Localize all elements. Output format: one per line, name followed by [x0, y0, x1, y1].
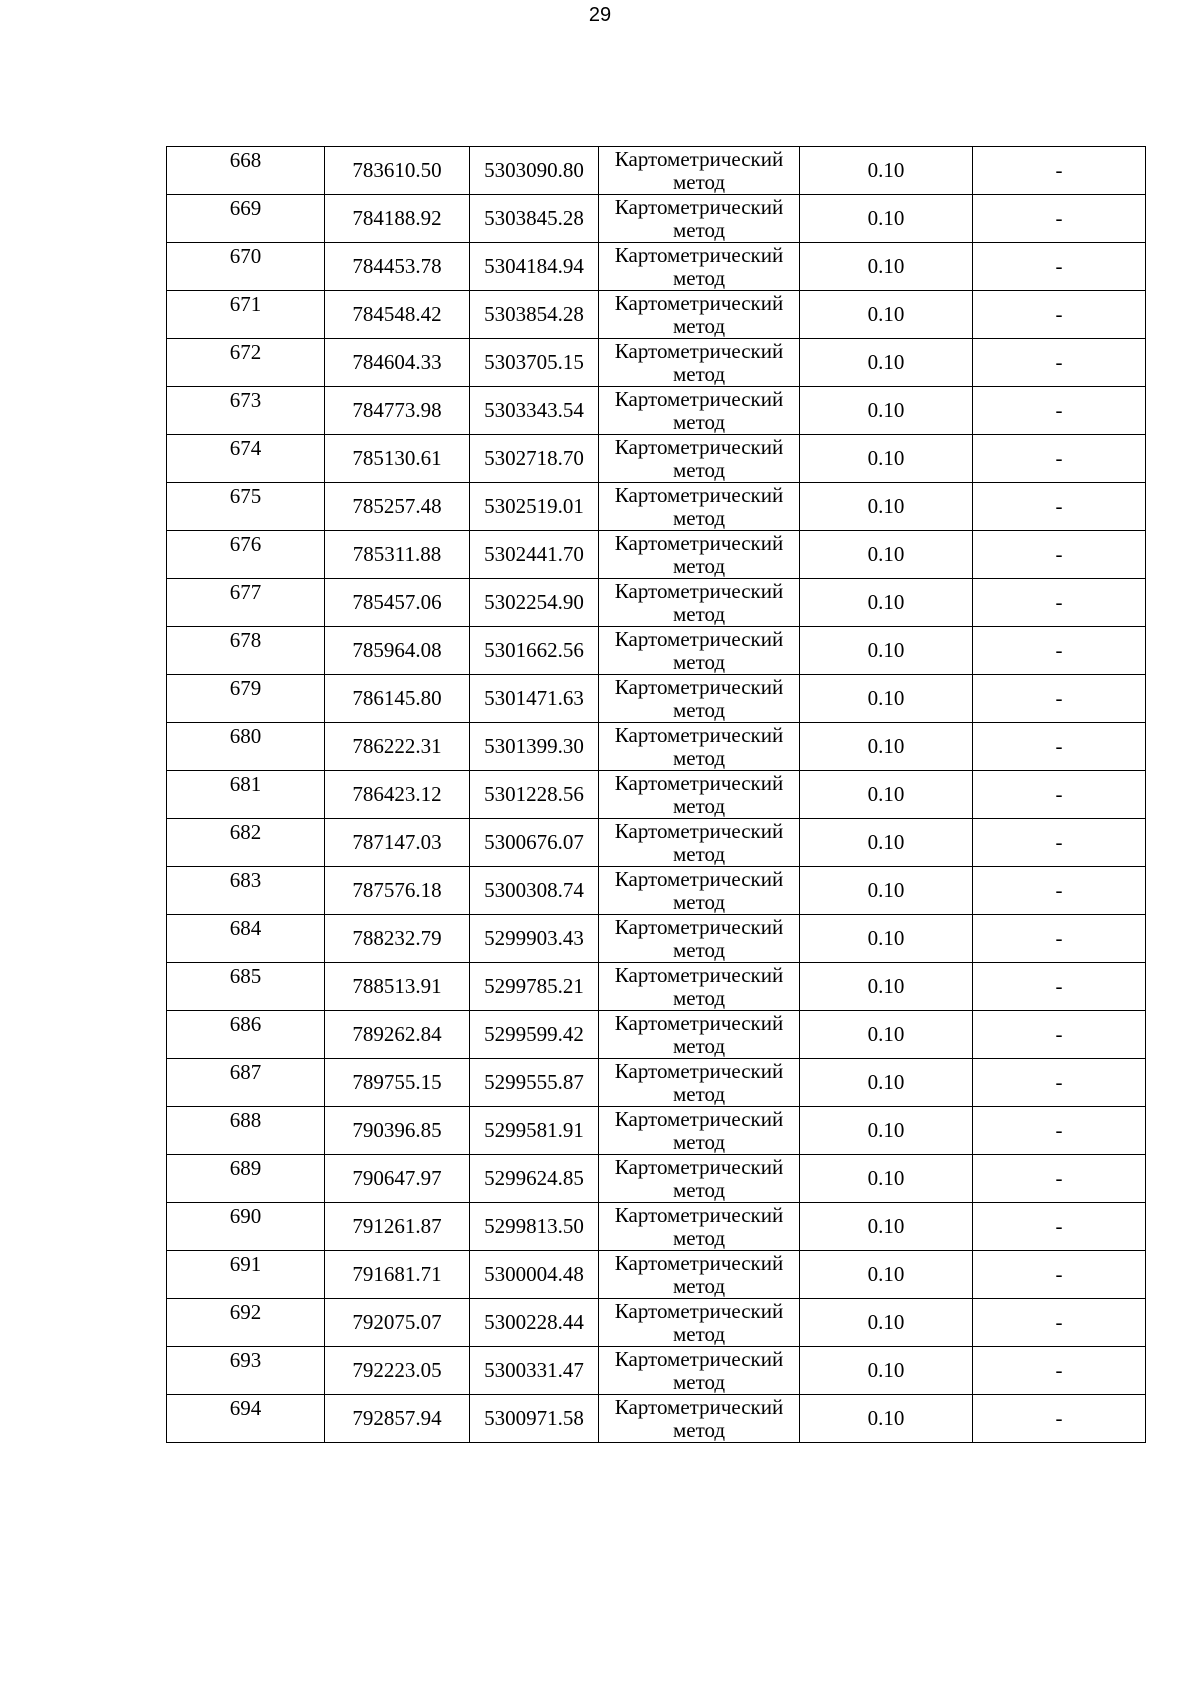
x-coordinate-cell: 784548.42 [325, 291, 470, 339]
y-coordinate-cell: 5300228.44 [470, 1299, 599, 1347]
accuracy-cell: 0.10 [800, 1011, 973, 1059]
method-cell [599, 627, 800, 675]
accuracy-cell: 0.10 [800, 915, 973, 963]
method-cell [599, 915, 800, 963]
accuracy-cell: 0.10 [800, 1059, 973, 1107]
method-line-1: Картометрический [614, 434, 784, 459]
accuracy-cell: 0.10 [800, 387, 973, 435]
point-number-cell: 692 [167, 1299, 325, 1347]
method-line-2: метод [672, 985, 726, 1010]
point-number-cell: 687 [167, 1059, 325, 1107]
table-row [167, 1203, 1146, 1251]
point-number-cell: 668 [167, 147, 325, 195]
table-row [167, 771, 1146, 819]
note-cell: - [973, 1107, 1146, 1155]
method-line-1: Картометрический [614, 194, 784, 219]
x-coordinate-cell: 784188.92 [325, 195, 470, 243]
point-number-cell: 670 [167, 243, 325, 291]
accuracy-cell: 0.10 [800, 1251, 973, 1299]
method-line-2: метод [672, 409, 726, 434]
note-cell: - [973, 147, 1146, 195]
table-row [167, 387, 1146, 435]
y-coordinate-cell: 5302519.01 [470, 483, 599, 531]
method-line-2: метод [672, 937, 726, 962]
point-number-cell: 672 [167, 339, 325, 387]
x-coordinate-cell: 783610.50 [325, 147, 470, 195]
note-cell: - [973, 387, 1146, 435]
method-line-1: Картометрический [614, 290, 784, 315]
y-coordinate-cell: 5299813.50 [470, 1203, 599, 1251]
method-line-1: Картометрический [614, 674, 784, 699]
point-number-cell: 683 [167, 867, 325, 915]
x-coordinate-cell: 786145.80 [325, 675, 470, 723]
method-cell [599, 675, 800, 723]
x-coordinate-cell: 792223.05 [325, 1347, 470, 1395]
method-line-2: метод [672, 361, 726, 386]
x-coordinate-cell: 787576.18 [325, 867, 470, 915]
method-line-2: метод [672, 265, 726, 290]
page-number: 29 [588, 4, 612, 26]
method-cell [599, 339, 800, 387]
method-line-2: метод [672, 1225, 726, 1250]
note-cell: - [973, 963, 1146, 1011]
method-cell [599, 1107, 800, 1155]
method-line-2: метод [672, 601, 726, 626]
method-cell [599, 579, 800, 627]
method-line-1: Картометрический [614, 818, 784, 843]
method-line-2: метод [672, 745, 726, 770]
point-number-cell: 669 [167, 195, 325, 243]
y-coordinate-cell: 5300331.47 [470, 1347, 599, 1395]
note-cell: - [973, 867, 1146, 915]
point-number-cell: 686 [167, 1011, 325, 1059]
method-line-1: Картометрический [614, 1346, 784, 1371]
y-coordinate-cell: 5303854.28 [470, 291, 599, 339]
y-coordinate-cell: 5303845.28 [470, 195, 599, 243]
x-coordinate-cell: 788513.91 [325, 963, 470, 1011]
y-coordinate-cell: 5301228.56 [470, 771, 599, 819]
coordinates-table-body [167, 147, 1146, 1443]
y-coordinate-cell: 5302254.90 [470, 579, 599, 627]
point-number-cell: 678 [167, 627, 325, 675]
x-coordinate-cell: 784453.78 [325, 243, 470, 291]
method-cell [599, 963, 800, 1011]
table-row [167, 1059, 1146, 1107]
x-coordinate-cell: 790396.85 [325, 1107, 470, 1155]
accuracy-cell: 0.10 [800, 291, 973, 339]
point-number-cell: 681 [167, 771, 325, 819]
note-cell: - [973, 723, 1146, 771]
coordinates-table [166, 146, 1146, 1443]
x-coordinate-cell: 790647.97 [325, 1155, 470, 1203]
y-coordinate-cell: 5299785.21 [470, 963, 599, 1011]
x-coordinate-cell: 785964.08 [325, 627, 470, 675]
table-row [167, 915, 1146, 963]
x-coordinate-cell: 785130.61 [325, 435, 470, 483]
method-line-1: Картометрический [614, 866, 784, 891]
y-coordinate-cell: 5301662.56 [470, 627, 599, 675]
table-row [167, 291, 1146, 339]
note-cell: - [973, 339, 1146, 387]
point-number-cell: 676 [167, 531, 325, 579]
x-coordinate-cell: 785311.88 [325, 531, 470, 579]
accuracy-cell: 0.10 [800, 771, 973, 819]
point-number-cell: 673 [167, 387, 325, 435]
x-coordinate-cell: 789755.15 [325, 1059, 470, 1107]
note-cell: - [973, 1011, 1146, 1059]
method-line-1: Картометрический [614, 338, 784, 363]
method-cell [599, 771, 800, 819]
method-cell [599, 435, 800, 483]
note-cell: - [973, 531, 1146, 579]
note-cell: - [973, 1299, 1146, 1347]
method-line-2: метод [672, 1369, 726, 1394]
method-cell [599, 387, 800, 435]
y-coordinate-cell: 5303090.80 [470, 147, 599, 195]
note-cell: - [973, 1395, 1146, 1443]
y-coordinate-cell: 5299624.85 [470, 1155, 599, 1203]
x-coordinate-cell: 784604.33 [325, 339, 470, 387]
method-cell [599, 291, 800, 339]
method-line-2: метод [672, 1177, 726, 1202]
y-coordinate-cell: 5299903.43 [470, 915, 599, 963]
note-cell: - [973, 1155, 1146, 1203]
note-cell: - [973, 435, 1146, 483]
table-row [167, 1011, 1146, 1059]
accuracy-cell: 0.10 [800, 1107, 973, 1155]
method-line-2: метод [672, 553, 726, 578]
method-line-1: Картометрический [614, 962, 784, 987]
x-coordinate-cell: 787147.03 [325, 819, 470, 867]
x-coordinate-cell: 791681.71 [325, 1251, 470, 1299]
method-line-1: Картометрический [614, 146, 784, 171]
accuracy-cell: 0.10 [800, 531, 973, 579]
method-line-2: метод [672, 1273, 726, 1298]
accuracy-cell: 0.10 [800, 627, 973, 675]
y-coordinate-cell: 5300004.48 [470, 1251, 599, 1299]
method-line-1: Картометрический [614, 1250, 784, 1275]
x-coordinate-cell: 786423.12 [325, 771, 470, 819]
y-coordinate-cell: 5303705.15 [470, 339, 599, 387]
method-line-1: Картометрический [614, 386, 784, 411]
method-line-1: Картометрический [614, 578, 784, 603]
note-cell: - [973, 1251, 1146, 1299]
method-cell [599, 243, 800, 291]
note-cell: - [973, 771, 1146, 819]
method-cell [599, 1059, 800, 1107]
method-line-2: метод [672, 1129, 726, 1154]
y-coordinate-cell: 5299555.87 [470, 1059, 599, 1107]
method-line-2: метод [672, 1081, 726, 1106]
method-line-1: Картометрический [614, 626, 784, 651]
method-line-1: Картометрический [614, 914, 784, 939]
x-coordinate-cell: 788232.79 [325, 915, 470, 963]
method-cell [599, 531, 800, 579]
method-cell [599, 1011, 800, 1059]
x-coordinate-cell: 785457.06 [325, 579, 470, 627]
note-cell: - [973, 291, 1146, 339]
accuracy-cell: 0.10 [800, 1203, 973, 1251]
table-row [167, 1155, 1146, 1203]
method-line-1: Картометрический [614, 482, 784, 507]
y-coordinate-cell: 5299581.91 [470, 1107, 599, 1155]
method-cell [599, 195, 800, 243]
method-cell [599, 1347, 800, 1395]
method-line-1: Картометрический [614, 1298, 784, 1323]
x-coordinate-cell: 784773.98 [325, 387, 470, 435]
point-number-cell: 680 [167, 723, 325, 771]
y-coordinate-cell: 5300308.74 [470, 867, 599, 915]
accuracy-cell: 0.10 [800, 579, 973, 627]
method-line-2: метод [672, 505, 726, 530]
point-number-cell: 685 [167, 963, 325, 1011]
method-line-2: метод [672, 1321, 726, 1346]
accuracy-cell: 0.10 [800, 1395, 973, 1443]
table-row [167, 963, 1146, 1011]
y-coordinate-cell: 5301399.30 [470, 723, 599, 771]
method-line-2: метод [672, 169, 726, 194]
note-cell: - [973, 819, 1146, 867]
method-cell [599, 723, 800, 771]
accuracy-cell: 0.10 [800, 1155, 973, 1203]
x-coordinate-cell: 792857.94 [325, 1395, 470, 1443]
table-row [167, 1299, 1146, 1347]
method-cell [599, 1251, 800, 1299]
method-line-2: метод [672, 457, 726, 482]
y-coordinate-cell: 5302718.70 [470, 435, 599, 483]
table-row [167, 1347, 1146, 1395]
point-number-cell: 690 [167, 1203, 325, 1251]
note-cell: - [973, 243, 1146, 291]
accuracy-cell: 0.10 [800, 1347, 973, 1395]
y-coordinate-cell: 5302441.70 [470, 531, 599, 579]
point-number-cell: 688 [167, 1107, 325, 1155]
point-number-cell: 691 [167, 1251, 325, 1299]
point-number-cell: 679 [167, 675, 325, 723]
accuracy-cell: 0.10 [800, 675, 973, 723]
table-row [167, 579, 1146, 627]
note-cell: - [973, 483, 1146, 531]
method-cell [599, 1395, 800, 1443]
y-coordinate-cell: 5303343.54 [470, 387, 599, 435]
point-number-cell: 684 [167, 915, 325, 963]
note-cell: - [973, 675, 1146, 723]
table-row [167, 1107, 1146, 1155]
note-cell: - [973, 915, 1146, 963]
accuracy-cell: 0.10 [800, 819, 973, 867]
point-number-cell: 677 [167, 579, 325, 627]
accuracy-cell: 0.10 [800, 243, 973, 291]
table-row [167, 483, 1146, 531]
table-row [167, 339, 1146, 387]
method-line-1: Картометрический [614, 770, 784, 795]
point-number-cell: 693 [167, 1347, 325, 1395]
table-row [167, 723, 1146, 771]
method-line-2: метод [672, 1417, 726, 1442]
method-cell [599, 1203, 800, 1251]
note-cell: - [973, 1059, 1146, 1107]
method-cell [599, 1155, 800, 1203]
method-line-1: Картометрический [614, 1106, 784, 1131]
y-coordinate-cell: 5299599.42 [470, 1011, 599, 1059]
y-coordinate-cell: 5300971.58 [470, 1395, 599, 1443]
table-row [167, 195, 1146, 243]
accuracy-cell: 0.10 [800, 339, 973, 387]
method-cell [599, 819, 800, 867]
note-cell: - [973, 627, 1146, 675]
y-coordinate-cell: 5300676.07 [470, 819, 599, 867]
point-number-cell: 674 [167, 435, 325, 483]
table-row [167, 147, 1146, 195]
accuracy-cell: 0.10 [800, 963, 973, 1011]
point-number-cell: 689 [167, 1155, 325, 1203]
x-coordinate-cell: 789262.84 [325, 1011, 470, 1059]
method-line-2: метод [672, 793, 726, 818]
point-number-cell: 682 [167, 819, 325, 867]
point-number-cell: 694 [167, 1395, 325, 1443]
table-row [167, 1251, 1146, 1299]
point-number-cell: 675 [167, 483, 325, 531]
accuracy-cell: 0.10 [800, 435, 973, 483]
method-line-2: метод [672, 649, 726, 674]
y-coordinate-cell: 5301471.63 [470, 675, 599, 723]
method-line-1: Картометрический [614, 242, 784, 267]
method-line-2: метод [672, 217, 726, 242]
method-line-1: Картометрический [614, 722, 784, 747]
table-row [167, 435, 1146, 483]
method-line-1: Картометрический [614, 1202, 784, 1227]
accuracy-cell: 0.10 [800, 1299, 973, 1347]
method-cell [599, 867, 800, 915]
method-line-2: метод [672, 697, 726, 722]
note-cell: - [973, 195, 1146, 243]
method-line-2: метод [672, 889, 726, 914]
table-row [167, 243, 1146, 291]
method-line-2: метод [672, 313, 726, 338]
table-row [167, 1395, 1146, 1443]
note-cell: - [973, 1347, 1146, 1395]
point-number-cell: 671 [167, 291, 325, 339]
table-row [167, 675, 1146, 723]
accuracy-cell: 0.10 [800, 483, 973, 531]
table-row [167, 627, 1146, 675]
accuracy-cell: 0.10 [800, 867, 973, 915]
accuracy-cell: 0.10 [800, 147, 973, 195]
table-row [167, 531, 1146, 579]
method-cell [599, 483, 800, 531]
method-line-1: Картометрический [614, 1010, 784, 1035]
note-cell: - [973, 1203, 1146, 1251]
method-line-1: Картометрический [614, 530, 784, 555]
x-coordinate-cell: 791261.87 [325, 1203, 470, 1251]
y-coordinate-cell: 5304184.94 [470, 243, 599, 291]
accuracy-cell: 0.10 [800, 195, 973, 243]
accuracy-cell: 0.10 [800, 723, 973, 771]
method-line-2: метод [672, 1033, 726, 1058]
x-coordinate-cell: 786222.31 [325, 723, 470, 771]
method-line-1: Картометрический [614, 1058, 784, 1083]
method-cell [599, 147, 800, 195]
x-coordinate-cell: 785257.48 [325, 483, 470, 531]
method-cell [599, 1299, 800, 1347]
method-line-2: метод [672, 841, 726, 866]
table-row [167, 867, 1146, 915]
x-coordinate-cell: 792075.07 [325, 1299, 470, 1347]
note-cell: - [973, 579, 1146, 627]
table-row [167, 819, 1146, 867]
method-line-1: Картометрический [614, 1394, 784, 1419]
method-line-1: Картометрический [614, 1154, 784, 1179]
